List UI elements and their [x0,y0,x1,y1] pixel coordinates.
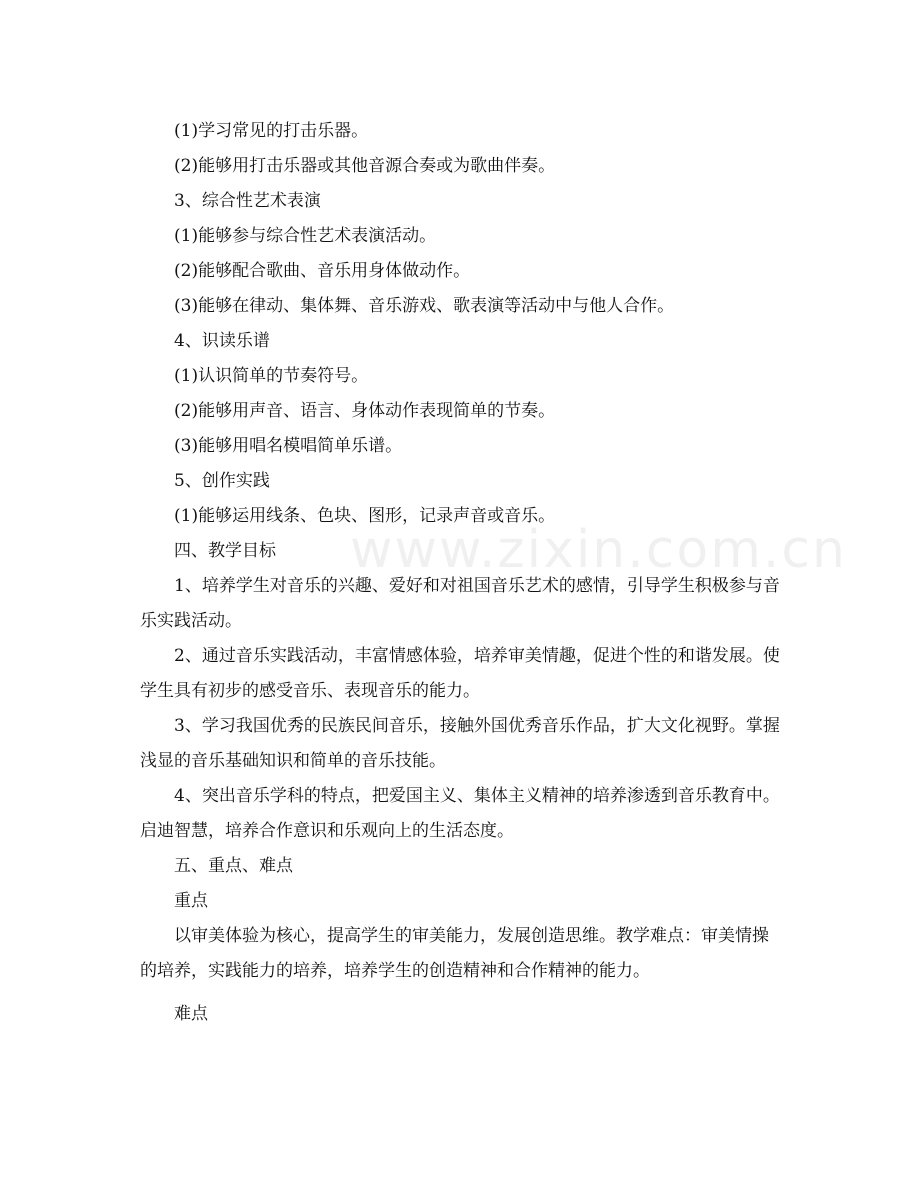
list-item: (2)能够配合歌曲、音乐用身体做动作。 [174,261,471,281]
section-heading: 五、重点、难点 [174,856,293,876]
objective-paragraph: 3、学习我国优秀的民族民间音乐，接触外国优秀音乐作品，扩大文化视野。掌握浅显的音乐基础知识和简单的音乐技能。 [140,716,780,771]
subheading: 难点 [174,1004,208,1024]
list-item: (2)能够用声音、语言、身体动作表现简单的节奏。 [174,401,556,421]
section-heading: 5、创作实践 [174,471,270,491]
list-item: (3)能够在律动、集体舞、音乐游戏、歌表演等活动中与他人合作。 [174,296,675,316]
list-item: (3)能够用唱名模唱简单乐谱。 [174,436,403,456]
list-item: (1)认识简单的节奏符号。 [174,366,369,386]
list-item: (1)能够参与综合性艺术表演活动。 [174,226,437,246]
objective-paragraph: 2、通过音乐实践活动，丰富情感体验，培养审美情趣，促进个性的和谐发展。使学生具有初步的感受音乐、表现音乐的能力。 [140,646,780,701]
list-item: (1)能够运用线条、色块、图形，记录声音或音乐。 [174,506,556,526]
document-body [140,114,780,1032]
list-item: (2)能够用打击乐器或其他音源合奏或为歌曲伴奏。 [174,156,556,176]
objective-paragraph: 1、培养学生对音乐的兴趣、爱好和对祖国音乐艺术的感情，引导学生积极参与音乐实践活动。 [140,576,780,631]
objective-paragraph: 4、突出音乐学科的特点，把爱国主义、集体主义精神的培养渗透到音乐教育中。启迪智慧，培养合作意识和乐观向上的生活态度。 [140,786,780,841]
subheading: 重点 [174,891,208,911]
body-paragraph: 以审美体验为核心，提高学生的审美能力，发展创造思维。教学难点：审美情操的培养，实践能力的培养，培养学生的创造精神和合作精神的能力。 [140,926,769,981]
watermark: www.zixin.com.cn [350,520,847,580]
section-heading: 4、识读乐谱 [174,331,270,351]
section-heading: 3、综合性艺术表演 [174,191,321,211]
list-item: (1)学习常见的打击乐器。 [174,121,369,141]
section-heading: 四、教学目标 [174,541,276,561]
